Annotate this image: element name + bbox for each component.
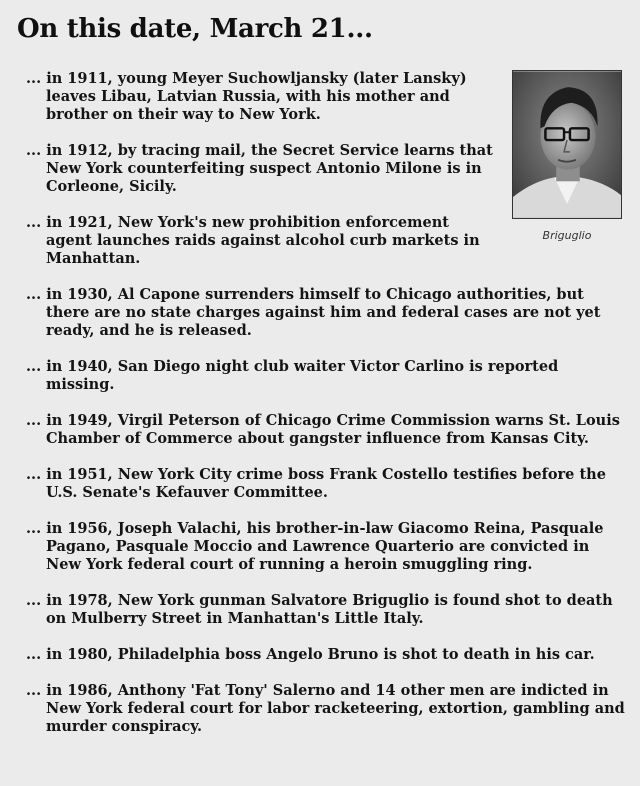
entry-1980: ... in 1980, Philadelphia boss Angelo Bruno is shot to death in his car. (26, 646, 595, 663)
entry-1986: ... in 1986, Anthony 'Fat Tony' Salerno and 14 other men are indicted in New York federal court for labor racketeering, extortion, gambling and murder conspiracy. (26, 682, 625, 735)
entry-1911: ... in 1911, young Meyer Suchowljansky (later Lansky) leaves Libau, Latvian Russia, with his mother and brother on their way to New York. (26, 70, 467, 123)
photo-caption: Briguglio (542, 229, 592, 242)
date-entries-list (26, 70, 626, 754)
entry-1956: ... in 1956, Joseph Valachi, his brother-in-law Giacomo Reina, Pasquale Pagano, Pasquale Moccio and Lawrence Quarterio are convicted in New York federal court of running a heroin smuggling ring. (26, 520, 604, 573)
entry-1930: ... in 1930, Al Capone surrenders himself to Chicago authorities, but there are no state charges against him and federal cases are not yet ready, and he is released. (26, 286, 601, 339)
entry-1940: ... in 1940, San Diego night club waiter Victor Carlino is reported missing. (26, 358, 559, 393)
entry-1912: ... in 1912, by tracing mail, the Secret Service learns that New York counterfeiting suspect Antonio Milone is in Corleone, Sicily. (26, 142, 493, 195)
entry-1921: ... in 1921, New York's new prohibition enforcement agent launches raids against alcohol curb markets in Manhattan. (26, 214, 480, 267)
entry-1949: ... in 1949, Virgil Peterson of Chicago Crime Commission warns St. Louis Chamber of Commerce about gangster influence from Kansas City. (26, 412, 620, 447)
entry-1951: ... in 1951, New York City crime boss Frank Costello testifies before the U.S. Senate's Kefauver Committee. (26, 466, 606, 501)
entry-1978: ... in 1978, New York gunman Salvatore Briguglio is found shot to death on Mulberry Street in Manhattan's Little Italy. (26, 592, 613, 627)
page-title: On this date, March 21... (17, 14, 373, 44)
